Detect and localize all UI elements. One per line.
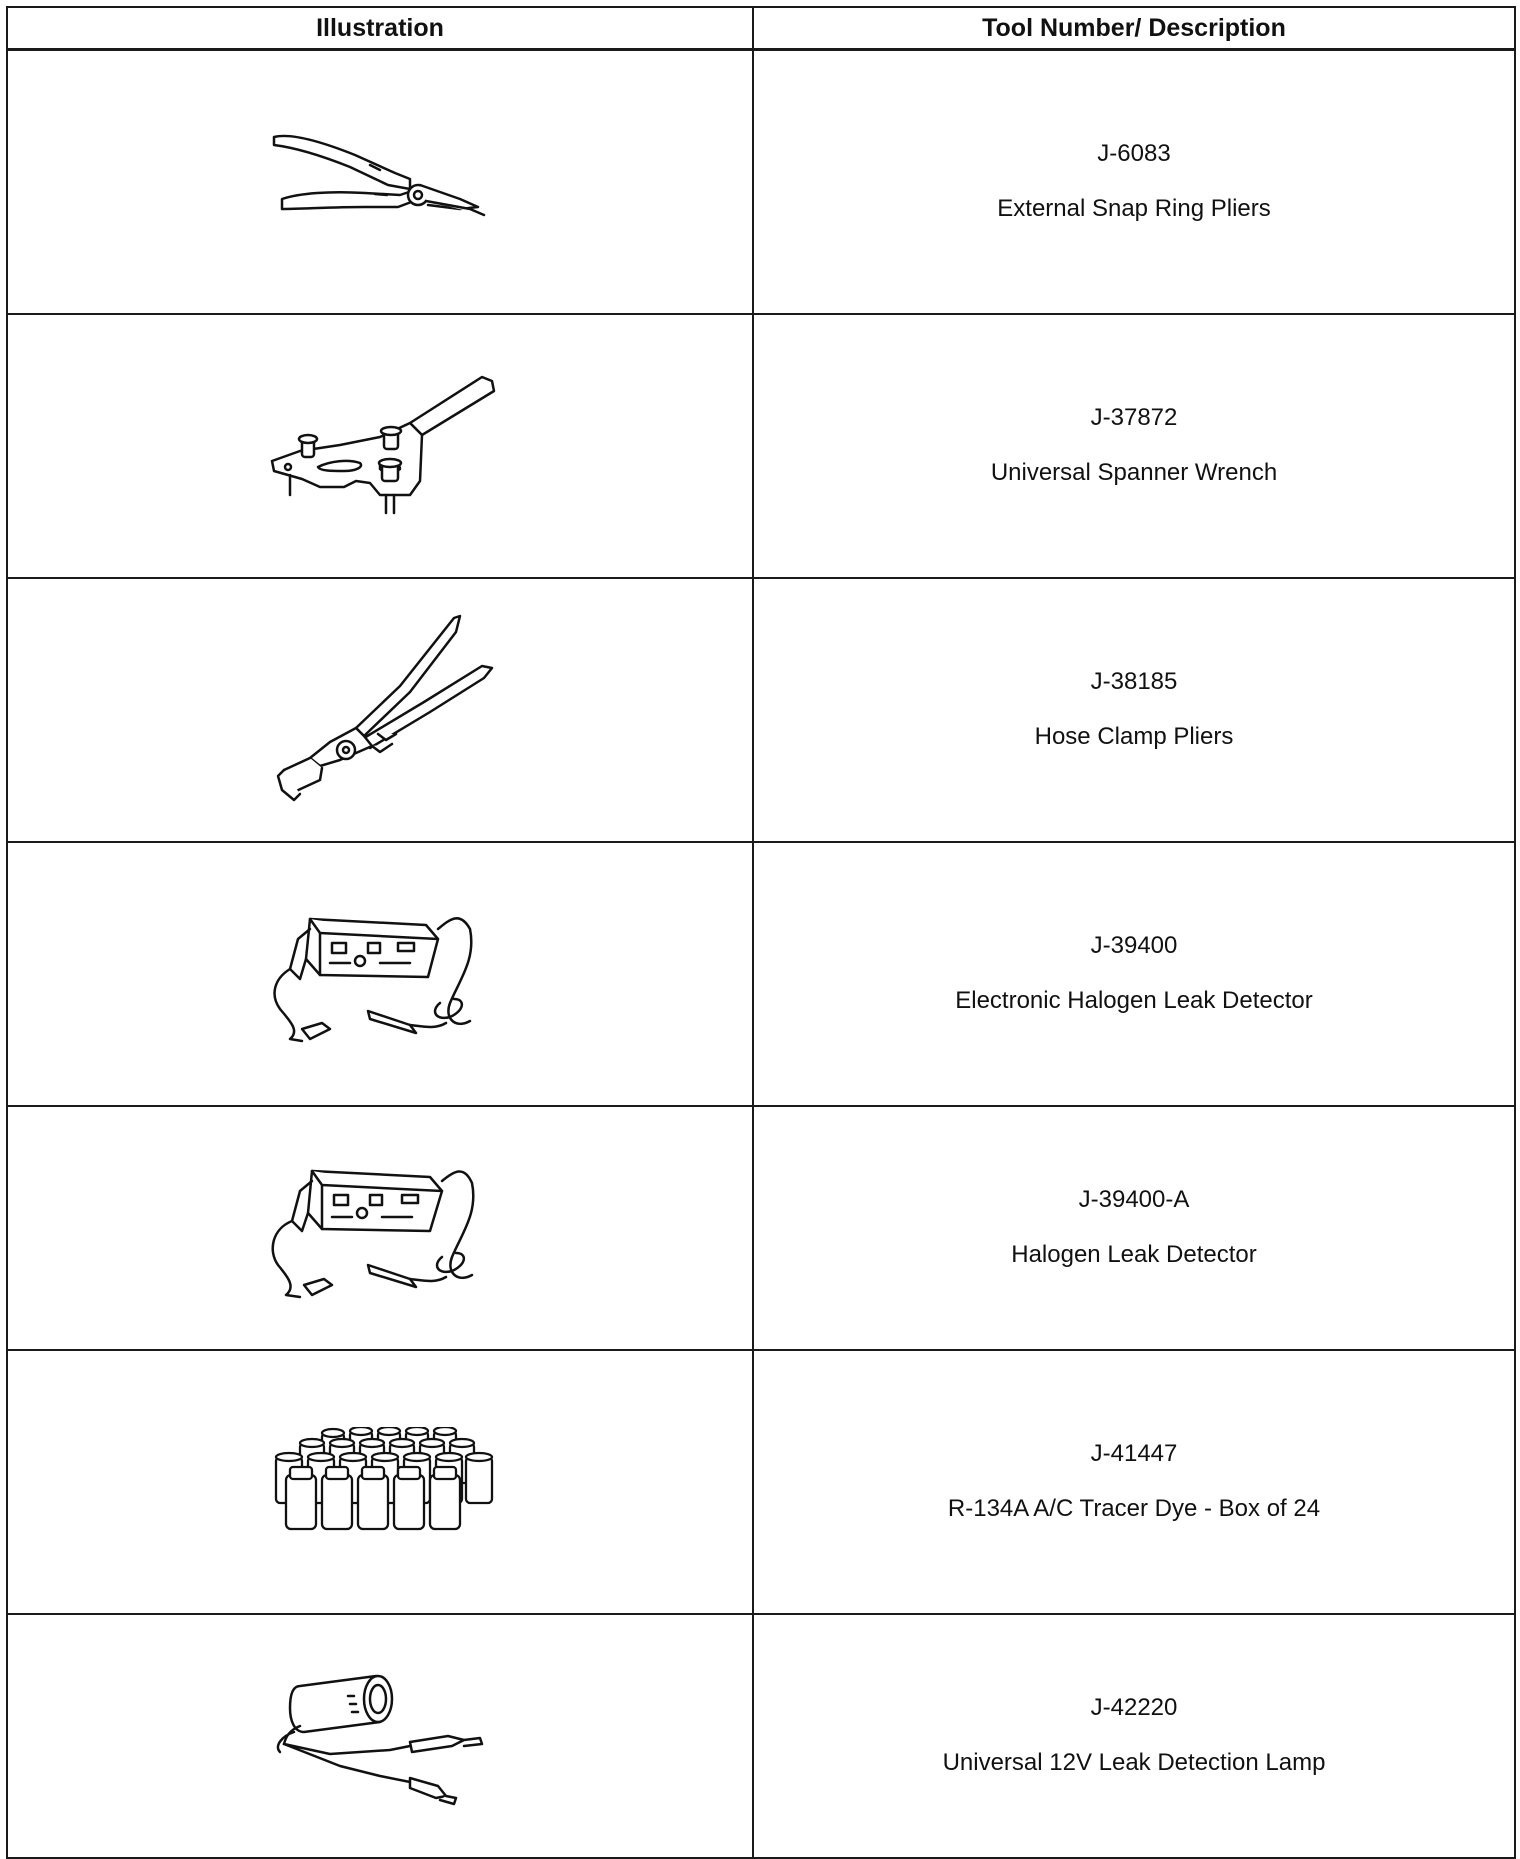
tool-number: J-38185 <box>1090 667 1178 695</box>
tool-description: R-134A A/C Tracer Dye - Box of 24 <box>947 1494 1321 1522</box>
description-cell <box>753 50 1515 314</box>
table-row <box>7 1106 1515 1350</box>
tool-description: External Snap Ring Pliers <box>997 194 1271 222</box>
leak-detector-icon <box>260 899 500 1049</box>
leak-detector-icon <box>260 1153 500 1303</box>
tool-number: J-39400 <box>1090 931 1178 959</box>
illustration-cell <box>7 578 753 842</box>
tool-description: Halogen Leak Detector <box>1011 1240 1257 1268</box>
tool-description: Electronic Halogen Leak Detector <box>955 986 1313 1014</box>
dye-bottles-icon <box>260 1427 500 1537</box>
tool-number: J-41447 <box>1090 1439 1178 1467</box>
table-row <box>7 1350 1515 1614</box>
tool-description: Universal 12V Leak Detection Lamp <box>942 1748 1326 1776</box>
spanner-wrench-icon <box>260 371 500 521</box>
tool-description: Universal Spanner Wrench <box>990 458 1278 486</box>
table-row <box>7 842 1515 1106</box>
special-tools-table <box>6 6 1516 1859</box>
tool-number: J-39400-A <box>1078 1185 1190 1213</box>
illustration-cell <box>7 842 753 1106</box>
table-row <box>7 314 1515 578</box>
tool-number: J-42220 <box>1090 1693 1178 1721</box>
illustration-column-header: Illustration <box>7 7 753 50</box>
illustration-cell <box>7 1614 753 1858</box>
table-row <box>7 1614 1515 1858</box>
description-cell <box>753 1106 1515 1350</box>
table-row <box>7 578 1515 842</box>
tool-column-header: Tool Number/ Description <box>753 7 1515 50</box>
description-cell <box>753 1614 1515 1858</box>
description-cell <box>753 1350 1515 1614</box>
table-header-row <box>7 7 1515 50</box>
illustration-cell <box>7 1350 753 1614</box>
tool-description: Hose Clamp Pliers <box>1034 722 1234 750</box>
illustration-cell <box>7 314 753 578</box>
illustration-cell <box>7 1106 753 1350</box>
tool-number: J-6083 <box>1097 139 1171 167</box>
table-row <box>7 50 1515 314</box>
description-cell <box>753 314 1515 578</box>
description-cell <box>753 578 1515 842</box>
description-cell <box>753 842 1515 1106</box>
tool-number: J-37872 <box>1090 403 1178 431</box>
leak-detection-lamp-icon <box>260 1666 500 1806</box>
illustration-cell <box>7 50 753 314</box>
hose-clamp-pliers-icon <box>260 610 500 810</box>
snap-ring-pliers-icon <box>260 127 500 237</box>
